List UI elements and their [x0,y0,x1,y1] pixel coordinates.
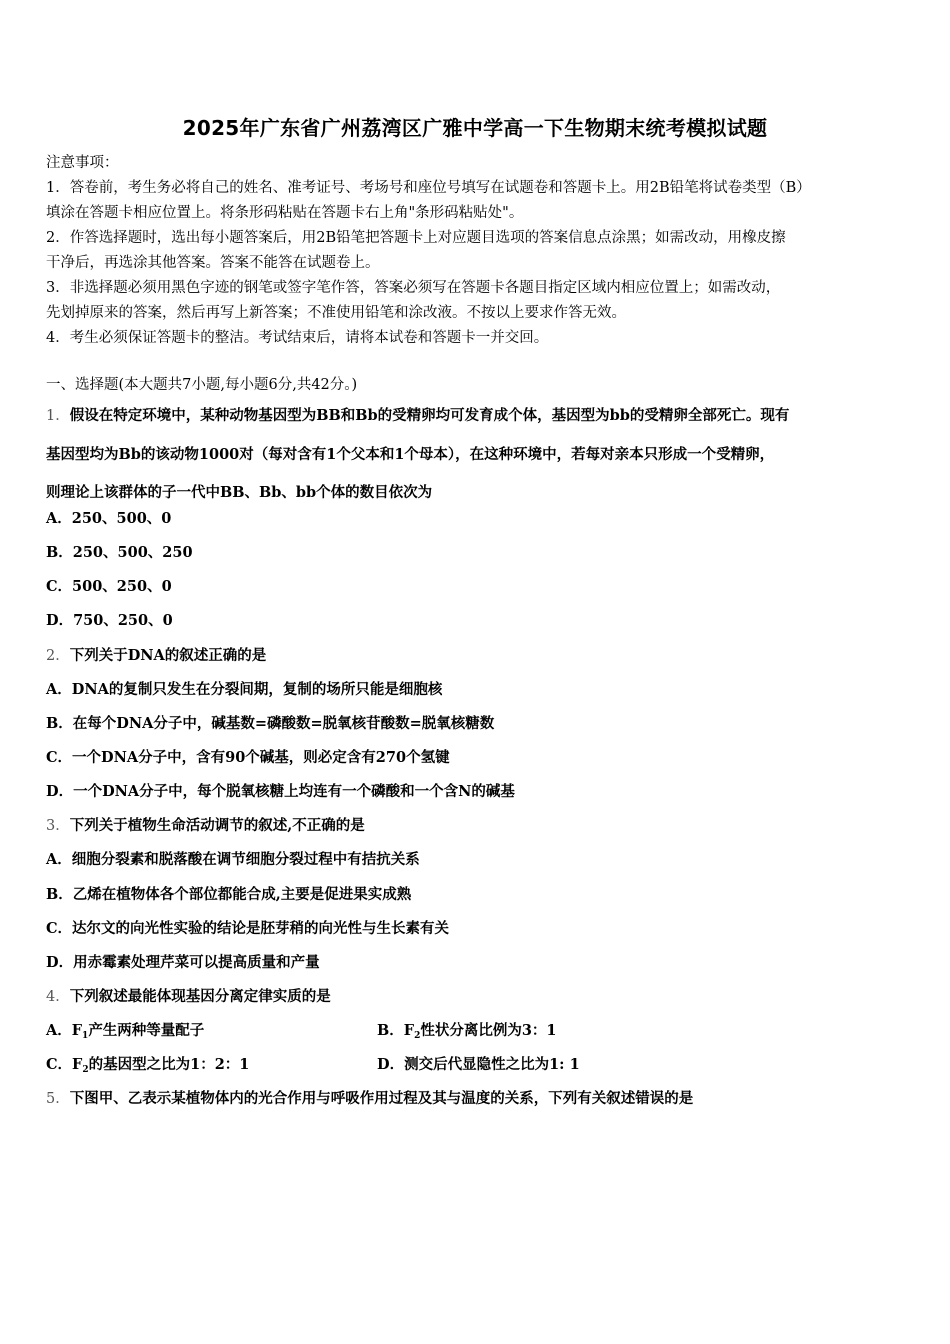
option-subscript: 1 [82,1031,89,1041]
section-heading: 一、选择题(本大题共7小题,每小题6分,共42分。) [46,377,358,393]
notes-line: 2．作答选择题时，选出每小题答案后，用2B铅笔把答题卡上对应题目选项的答案信息点涂黑；如需改动，用橡皮擦 [46,230,786,246]
question-text: 下图甲、乙表示某植物体内的光合作用与呼吸作用过程及其与温度的关系，下列有关叙述错误的是 [69,1090,694,1107]
q2-option-d: D．一个DNA分子中，每个脱氧核糖上均连有一个磷酸和一个含N的碱基 [46,783,515,800]
question-text: 下列叙述最能体现基因分离定律实质的是 [69,988,331,1005]
option-subscript: 2 [414,1031,421,1041]
notes-line: 3．非选择题必须用黑色字迹的钢笔或签字笔作答，答案必须写在答题卡各题目指定区域内相应位置上；如需改动， [46,280,781,296]
notes-heading: 注意事项： [46,155,119,171]
question-text: 下列关于植物生命活动调节的叙述,不正确的是 [69,817,365,834]
option-text: 性状分离比例为3：1 [420,1022,557,1039]
notes-line: 填涂在答题卡相应位置上。将条形码粘贴在答题卡右上角"条形码粘贴处"。 [46,205,524,221]
q4-option-c [46,1054,249,1076]
question-text: 假设在特定环境中，某种动物基因型为BB和Bb的受精卵均可发育成个体，基因型为bb的受精卵全部死亡。现有 [69,407,790,424]
q3-option-c: C．达尔文的向光性实验的结论是胚芽稍的向光性与生长素有关 [46,920,450,937]
option-subscript: 2 [82,1065,89,1075]
question-number: 4． [46,989,70,1005]
notes-line: 1．答卷前，考生务必将自己的姓名、准考证号、考场号和座位号填写在试题卷和答题卡上。用2B铅笔将试卷类型（B） [46,180,811,196]
q4-option-a [46,1020,204,1042]
notes-line: 先划掉原来的答案，然后再写上新答案；不准使用铅笔和涂改液。不按以上要求作答无效。 [46,305,626,321]
q2-option-c: C．一个DNA分子中，含有90个碱基，则必定含有270个氢键 [46,749,450,766]
question-1-line-2: 基因型均为Bb的该动物1000对（每对含有1个父本和1个母本），在这种环境中，若每对亲本只形成一个受精卵， [46,445,775,463]
q1-option-c: C．500、250、0 [46,578,172,595]
q4-option-d: D．测交后代显隐性之比为1: 1 [377,1056,580,1073]
q3-option-b: B．乙烯在植物体各个部位都能合成,主要是促进果实成熟 [46,886,412,903]
question-3 [46,815,908,837]
notes-section [46,151,906,351]
q1-option-d: D．750、250、0 [46,612,173,629]
question-number: 2． [46,648,70,664]
option-prefix: C．F [46,1056,83,1073]
question-number: 1． [46,408,70,424]
q3-option-d: D．用赤霉素处理芹菜可以提高质量和产量 [46,954,320,971]
notes-line: 4．考生必须保证答题卡的整洁。考试结束后，请将本试卷和答题卡一并交回。 [46,330,549,346]
exam-title: 2025年广东省广州荔湾区广雅中学高一下生物期末统考模拟试题 [182,116,768,140]
question-text: 下列关于DNA的叙述正确的是 [69,647,267,664]
q1-option-b: B．250、500、250 [46,544,193,561]
option-text: 产生两种等量配子 [88,1022,205,1039]
option-prefix: A．F [46,1022,83,1039]
q2-option-b: B．在每个DNA分子中，碱基数=磷酸数=脱氧核苷酸数=脱氧核糖数 [46,715,495,732]
question-1 [46,397,908,513]
q3-option-a: A．细胞分裂素和脱落酸在调节细胞分裂过程中有拮抗关系 [46,851,420,868]
q2-option-a: A．DNA的复制只发生在分裂间期，复制的场所只能是细胞核 [46,681,443,698]
notes-line: 干净后，再选涂其他答案。答案不能答在试题卷上。 [46,255,380,271]
q1-option-a: A．250、500、0 [46,510,172,527]
question-number: 5． [46,1091,70,1107]
question-2 [46,645,908,667]
question-4 [46,986,908,1008]
q4-option-b [377,1020,557,1042]
option-prefix: B．F [377,1022,415,1039]
option-text: 的基因型之比为1：2：1 [88,1056,250,1073]
question-5 [46,1088,908,1110]
question-number: 3． [46,818,70,834]
question-1-line-1 [46,397,908,436]
question-1-line-3: 则理论上该群体的子一代中BB、Bb、bb个体的数目依次为 [46,484,433,501]
